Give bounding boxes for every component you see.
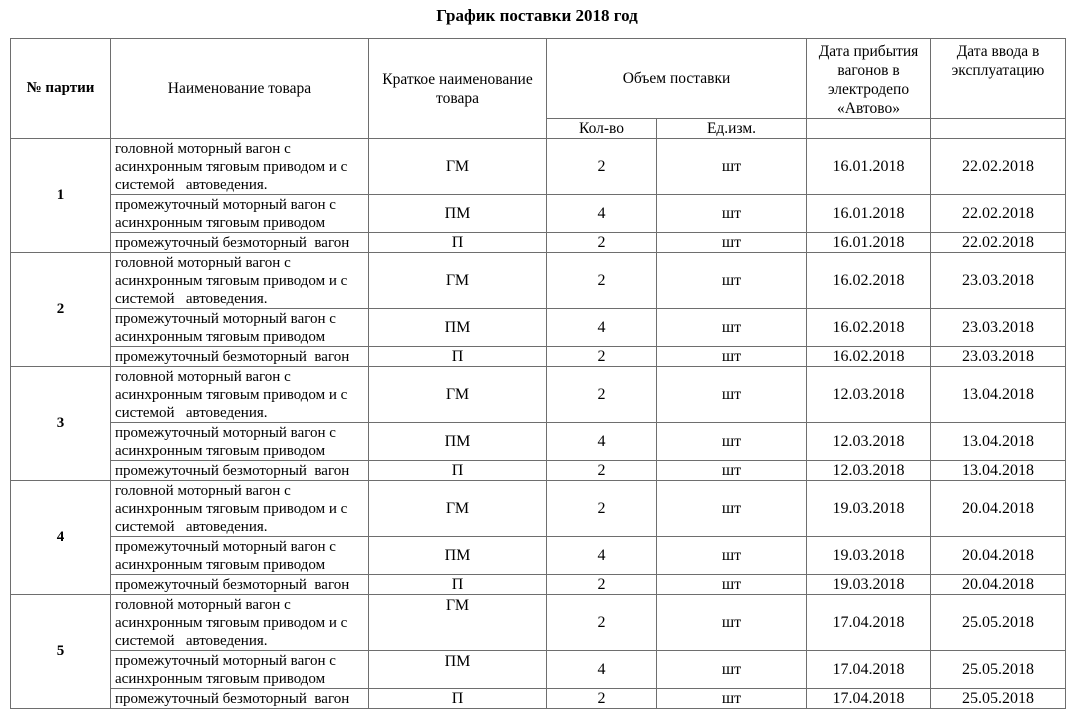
header-batch-number: № партии [11, 39, 111, 139]
batch-number-cell: 2 [11, 253, 111, 367]
short-name-cell: ГМ [369, 481, 547, 537]
unit-cell: шт [657, 595, 807, 651]
unit-cell: шт [657, 139, 807, 195]
table-row [11, 423, 1066, 461]
commissioning-date-cell: 22.02.2018 [931, 195, 1066, 233]
arrival-date-cell: 16.02.2018 [807, 253, 931, 309]
qty-cell: 2 [547, 461, 657, 481]
short-name-cell: П [369, 689, 547, 709]
table-row [11, 575, 1066, 595]
table-row [11, 481, 1066, 537]
qty-cell: 2 [547, 347, 657, 367]
table-row [11, 461, 1066, 481]
commissioning-date-cell: 20.04.2018 [931, 537, 1066, 575]
arrival-date-cell: 17.04.2018 [807, 595, 931, 651]
delivery-schedule-table [10, 38, 1066, 709]
short-name-cell: ГМ [369, 367, 547, 423]
unit-cell: шт [657, 233, 807, 253]
qty-cell: 2 [547, 139, 657, 195]
qty-cell: 2 [547, 689, 657, 709]
unit-cell: шт [657, 195, 807, 233]
short-name-cell: П [369, 233, 547, 253]
unit-cell: шт [657, 461, 807, 481]
short-name-cell: ПМ [369, 195, 547, 233]
unit-cell: шт [657, 367, 807, 423]
short-name-cell: ГМ [369, 139, 547, 195]
qty-cell: 2 [547, 367, 657, 423]
arrival-date-cell: 16.01.2018 [807, 195, 931, 233]
qty-cell: 2 [547, 481, 657, 537]
arrival-date-cell: 16.02.2018 [807, 347, 931, 367]
table-row [11, 309, 1066, 347]
batch-number-cell: 3 [11, 367, 111, 481]
arrival-date-cell: 17.04.2018 [807, 651, 931, 689]
short-name-cell: ПМ [369, 423, 547, 461]
header-short-name: Краткое наименование товара [369, 39, 547, 139]
product-cell: промежуточный безмоторный вагон [111, 575, 369, 595]
commissioning-date-cell: 23.03.2018 [931, 347, 1066, 367]
empty-header-cell [931, 119, 1066, 139]
short-name-cell: П [369, 461, 547, 481]
product-cell: промежуточный моторный вагон с асинхронным тяговым приводом [111, 423, 369, 461]
product-cell: головной моторный вагон с асинхронным тяговым приводом и с системой автоведения. [111, 367, 369, 423]
commissioning-date-cell: 13.04.2018 [931, 423, 1066, 461]
qty-cell: 2 [547, 233, 657, 253]
short-name-cell: ГМ [369, 595, 547, 651]
qty-cell: 4 [547, 537, 657, 575]
header-row-1 [11, 39, 1066, 119]
header-arrival-date: Дата прибытия вагонов в электродепо «Автово» [807, 39, 931, 119]
commissioning-date-cell: 22.02.2018 [931, 233, 1066, 253]
header-unit: Ед.изм. [657, 119, 807, 139]
commissioning-date-cell: 23.03.2018 [931, 253, 1066, 309]
unit-cell: шт [657, 481, 807, 537]
arrival-date-cell: 12.03.2018 [807, 367, 931, 423]
table-row [11, 537, 1066, 575]
unit-cell: шт [657, 575, 807, 595]
table-row [11, 233, 1066, 253]
product-cell: промежуточный безмоторный вагон [111, 233, 369, 253]
commissioning-date-cell: 13.04.2018 [931, 367, 1066, 423]
qty-cell: 2 [547, 575, 657, 595]
product-cell: промежуточный моторный вагон с асинхронным тяговым приводом [111, 537, 369, 575]
unit-cell: шт [657, 309, 807, 347]
batch-number-cell: 4 [11, 481, 111, 595]
arrival-date-cell: 19.03.2018 [807, 481, 931, 537]
qty-cell: 4 [547, 423, 657, 461]
commissioning-date-cell: 25.05.2018 [931, 595, 1066, 651]
short-name-cell: ПМ [369, 309, 547, 347]
product-cell: головной моторный вагон с асинхронным тяговым приводом и с системой автоведения. [111, 595, 369, 651]
commissioning-date-cell: 13.04.2018 [931, 461, 1066, 481]
arrival-date-cell: 17.04.2018 [807, 689, 931, 709]
arrival-date-cell: 12.03.2018 [807, 423, 931, 461]
unit-cell: шт [657, 253, 807, 309]
product-cell: промежуточный безмоторный вагон [111, 461, 369, 481]
short-name-cell: ПМ [369, 537, 547, 575]
header-product-name: Наименование товара [111, 39, 369, 139]
product-cell: промежуточный моторный вагон с асинхронным тяговым приводом [111, 651, 369, 689]
unit-cell: шт [657, 689, 807, 709]
qty-cell: 4 [547, 195, 657, 233]
arrival-date-cell: 19.03.2018 [807, 537, 931, 575]
commissioning-date-cell: 20.04.2018 [931, 575, 1066, 595]
unit-cell: шт [657, 651, 807, 689]
table-row [11, 253, 1066, 309]
product-cell: головной моторный вагон с асинхронным тяговым приводом и с системой автоведения. [111, 253, 369, 309]
table-body [11, 139, 1066, 709]
product-cell: промежуточный безмоторный вагон [111, 689, 369, 709]
commissioning-date-cell: 23.03.2018 [931, 309, 1066, 347]
table-row [11, 347, 1066, 367]
commissioning-date-cell: 20.04.2018 [931, 481, 1066, 537]
short-name-cell: ГМ [369, 253, 547, 309]
commissioning-date-cell: 25.05.2018 [931, 689, 1066, 709]
page-title: График поставки 2018 год [436, 6, 638, 25]
unit-cell: шт [657, 537, 807, 575]
product-cell: промежуточный моторный вагон с асинхронным тяговым приводом [111, 309, 369, 347]
table-row [11, 139, 1066, 195]
header-volume-group: Объем поставки [547, 39, 807, 119]
table-row [11, 689, 1066, 709]
short-name-cell: П [369, 347, 547, 367]
table-row [11, 367, 1066, 423]
qty-cell: 2 [547, 253, 657, 309]
product-cell: промежуточный моторный вагон с асинхронным тяговым приводом [111, 195, 369, 233]
qty-cell: 4 [547, 309, 657, 347]
product-cell: головной моторный вагон с асинхронным тяговым приводом и с системой автоведения. [111, 139, 369, 195]
arrival-date-cell: 12.03.2018 [807, 461, 931, 481]
empty-header-cell [807, 119, 931, 139]
header-commissioning-date: Дата ввода в эксплуатацию [931, 39, 1066, 119]
product-cell: промежуточный безмоторный вагон [111, 347, 369, 367]
qty-cell: 4 [547, 651, 657, 689]
table-row [11, 651, 1066, 689]
table-row [11, 195, 1066, 233]
qty-cell: 2 [547, 595, 657, 651]
arrival-date-cell: 16.02.2018 [807, 309, 931, 347]
unit-cell: шт [657, 423, 807, 461]
arrival-date-cell: 16.01.2018 [807, 139, 931, 195]
unit-cell: шт [657, 347, 807, 367]
arrival-date-cell: 16.01.2018 [807, 233, 931, 253]
table-header [11, 39, 1066, 139]
product-cell: головной моторный вагон с асинхронным тяговым приводом и с системой автоведения. [111, 481, 369, 537]
short-name-cell: ПМ [369, 651, 547, 689]
commissioning-date-cell: 25.05.2018 [931, 651, 1066, 689]
batch-number-cell: 1 [11, 139, 111, 253]
table-row [11, 595, 1066, 651]
commissioning-date-cell: 22.02.2018 [931, 139, 1066, 195]
arrival-date-cell: 19.03.2018 [807, 575, 931, 595]
batch-number-cell: 5 [11, 595, 111, 709]
header-quantity: Кол-во [547, 119, 657, 139]
short-name-cell: П [369, 575, 547, 595]
